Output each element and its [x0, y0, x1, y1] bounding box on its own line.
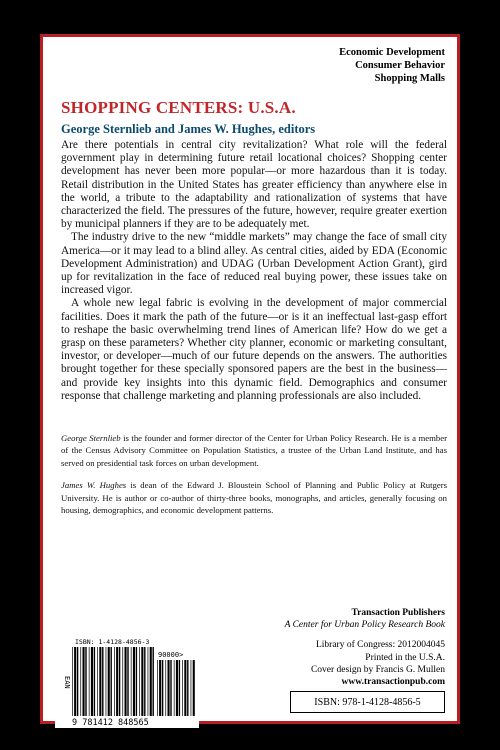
description-paragraph: Are there potentials in central city revitalization? What role will the federal government play in determining future retail locational choices? Shopping center development has never been more popular—or more hazardous than it is today. Retail distribution in the United States has greater efficiency than anywhere else in the world, a tribute to the adaptability and rationalization of systems that have characterized the field. The pressures of the future, however, require greater exertion by municipal planners if they are to be adequately met. [61, 139, 447, 231]
bio-name: James W. Hughes [61, 480, 127, 491]
description-paragraph: A whole new legal fabric is evolving in the development of major commercial facilities. Does it mark the path of the future—or is it an ineffectual last-gasp effort to reshape the basic overwhelming trend lines of American life? How do we get a grasp on these parameters? Whether city planner, economic or marketing consultant, investor, or developer—much of our future depends on the answers. The authorities brought together for these specially sponsored papers are the best in the business—and provide key insights into this dynamic field. Demographics and consumer response that challenge marketing and planning professionals are also included. [61, 297, 447, 402]
bio-paragraph [61, 479, 447, 516]
book-title: SHOPPING CENTERS: U.S.A. [61, 98, 296, 117]
publisher-name: Transaction Publishers [351, 608, 445, 618]
barcode-digits: 9 781412 848565 [72, 718, 149, 728]
barcode-isbn-text: ISBN: 1-4128-4856-3 [75, 638, 150, 646]
subject-item: Consumer Behavior [355, 60, 445, 71]
editors-line: George Sternlieb and James W. Hughes, editors [61, 122, 316, 136]
isbn-box [290, 691, 445, 713]
barcode-price-code: 90000> [158, 651, 184, 659]
description-paragraph: The industry drive to the new “middle markets” may change the face of small city America—or it may lead to a blind alley. As central cities, aided by EDA (Economic Development Administration) and UDAG (Urban Development Action Grant), gird up for revitalization in the face of reduced real buying power, these issues take on increased vigor. [61, 231, 447, 297]
cover-design: Cover design by Francis G. Mullen [310, 664, 445, 675]
subject-list [339, 46, 445, 85]
bio-paragraph [61, 432, 447, 469]
back-cover-panel [40, 34, 460, 728]
library-of-congress: Library of Congress: 2012004045 [315, 640, 445, 651]
printed-in: Printed in the U.S.A. [365, 652, 445, 663]
publisher-website: www.transactionpub.com [341, 677, 445, 688]
publisher-block [285, 607, 445, 688]
bio-text: is dean of the Edward J. Bloustein School of Planning and Public Policy at Rutgers University. He is author or co-author of thirty-three books, monographs, and articles, generally focusing on housing, demographics, and economic development patterns. [61, 480, 447, 516]
author-bios [61, 432, 447, 526]
isbn-label: ISBN: 978-1-4128-4856-5 [314, 696, 421, 708]
subject-item: Economic Development [339, 47, 445, 58]
publisher-series: A Center for Urban Policy Research Book [284, 620, 445, 631]
barcode-ean-label: EAN [63, 676, 71, 689]
bio-name: George Sternlieb [61, 433, 121, 443]
bio-text: is the founder and former director of the Center for Urban Policy Research. He is a member of the Census Advisory Committee on Population Statistics, a trustee of the Urban Land Institute, and has served on presidential task forces on urban development. [61, 433, 447, 468]
barcode [55, 636, 199, 728]
subject-item: Shopping Malls [374, 73, 445, 84]
description [61, 139, 447, 403]
